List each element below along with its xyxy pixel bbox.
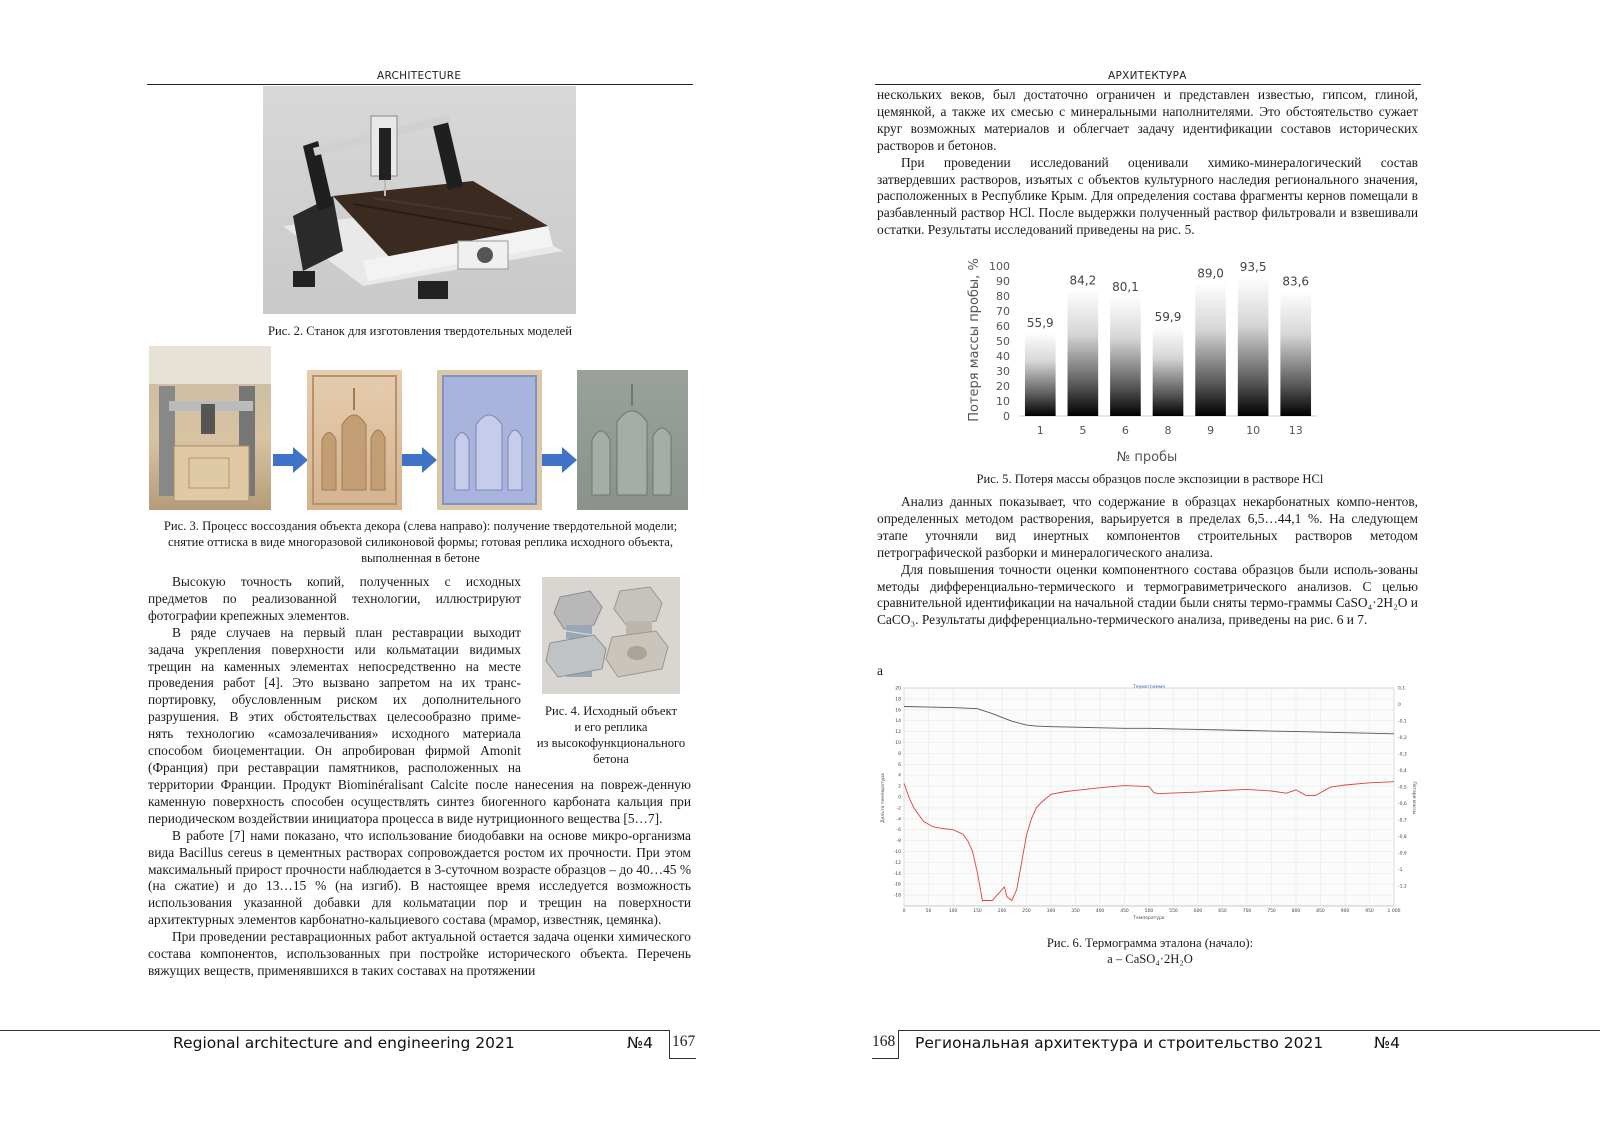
thermo-y-tick-left: 16	[895, 708, 901, 714]
thermo-y-tick-right: 0	[1398, 703, 1401, 708]
wrap-line-4: В ряде случаев на первый план реставрации выходит	[172, 624, 521, 640]
wrap-line-9: разрушения. В этих обстоятельствах целесообразно приме-	[148, 709, 521, 725]
thermo-x-tick: 450	[1120, 909, 1129, 914]
para-restoration: При проведении реставрационных работ актуальной остается задача оценки химического состава компонентов, использованных при постройке исторического объекта. Перечень вяжущих веществ, применявшихся в таких составах на протяжении	[148, 929, 691, 978]
thermo-y-tick-left: 2	[898, 784, 901, 790]
thermo-y-tick-left: -4	[896, 817, 901, 823]
thermo-x-tick: 0	[902, 909, 906, 914]
thermo-y-label-right: Потеря массы	[1411, 781, 1416, 815]
thermo-y-tick-left: -10	[893, 850, 901, 855]
thermo-y-tick-right: -0,3	[1398, 752, 1407, 758]
y-tick-label: 30	[996, 365, 1010, 378]
left-footer-divider	[669, 1030, 670, 1058]
fig4-caption	[528, 703, 694, 767]
wrap-line-12: (Франция) при реставрации памятников, расположенных на	[148, 759, 521, 775]
thermo-y-tick-left: 0	[898, 795, 901, 801]
fig3-arrow-2	[402, 447, 438, 473]
bar-value-label: 80,1	[1112, 279, 1139, 294]
wrap-line-10: нять технологию «самозалечивания» исходного материала	[148, 726, 521, 742]
thermo-x-tick: 600	[1193, 909, 1203, 914]
thermo-y-tick-left: 10	[895, 741, 901, 746]
bar-value-label: 93,5	[1239, 259, 1267, 274]
y-tick-label: 80	[996, 290, 1010, 303]
fig3-silicone-mold-photo	[437, 370, 542, 510]
x-tick-label: 5	[1079, 424, 1087, 437]
thermo-x-tick: 50	[925, 909, 932, 914]
thermo-y-tick-right: 0,1	[1398, 686, 1406, 692]
thermo-y-tick-right: -0,1	[1398, 719, 1407, 725]
bar	[1280, 291, 1311, 416]
fig6-caption-line-2: а – CaSO₄·2H₂O	[1107, 952, 1193, 966]
left-body-text	[148, 777, 691, 980]
fig4-caption-line-4: бетона	[593, 752, 629, 766]
thermo-x-tick: 700	[1242, 909, 1252, 914]
para-thermal-formula: ₄·2H₂O и CaCO₃. Результаты дифференциально-термического анализа, приведены на рис. 6 и 7.	[877, 595, 1418, 628]
right-page	[800, 0, 1600, 1132]
fig3-caption: Рис. 3. Процесс воссоздания объекта декора (слева направо): получение твердотельной модели; снятие оттиска в виде многоразовой силиконовой формы; готовая реплика исходного объекта, выполненная в бетоне	[163, 519, 678, 565]
thermo-x-label: Температура	[1133, 916, 1165, 920]
para-research: При проведении исследований оценивали химико-минералогический состав затвердевших растворов, изъятых с объектов культурного наследия регионального значения, расположенных в Республике Крым. Для определения состава фрагменты кернов помещали в разбавленный раствор HCl. После выдержки полученный раствор фильтровали и взвешивали остатки. Результаты исследований приведены на рис. 5.	[877, 154, 1418, 238]
fig2-caption: Рис. 2. Станок для изготовления твердотельных моделей	[268, 324, 572, 338]
thermo-x-tick: 150	[973, 909, 982, 914]
wrap-line-3: фотографии крепежных элементов.	[148, 607, 350, 623]
left-wrap-text	[148, 574, 521, 777]
right-mid-text	[877, 494, 1418, 629]
fig6-caption	[950, 935, 1350, 967]
thermo-y-tick-right: -1	[1398, 868, 1403, 873]
wrap-line-7: проведения работ [4]. Это вызвано запретом на их транс-	[148, 675, 521, 691]
thermo-y-tick-left: 12	[895, 730, 901, 736]
bar-value-label: 84,2	[1069, 273, 1097, 288]
thermo-y-tick-left: -6	[896, 828, 901, 834]
left-footer-rule	[0, 1030, 670, 1031]
bar	[1068, 290, 1099, 416]
y-tick-label: 20	[996, 380, 1010, 393]
thermo-x-tick: 650	[1218, 909, 1227, 914]
thermo-x-tick: 950	[1365, 909, 1374, 914]
fig6-panel-label: а	[877, 663, 883, 678]
para-bacillus: В работе [7] нами показано, что использование биодобавки на основе микро-организма вида Bacillus cereus в цементных растворах сопровождается ростом их прочности. При этом максимальный прирост прочности наблюдается в 3-суточном возрасте образцов – до 40…45 % (на сжатие) и до 13…15 % (на изгиб). В настоящее время исследуется возможность использования указанной добавки для кольматации пор и трещин на поверхности архитектурных элементов карбонатно-кальциевого состава (мрамор, известняк, цемянка).	[148, 827, 691, 928]
x-tick-label: 1	[1036, 424, 1044, 437]
thermo-y-tick-right: -0,2	[1398, 736, 1407, 741]
para-thermal-text: Для повышения точности оценки компонентного состава образцов были исполь-зованы методы дифференциально-термического и термогравиметрического анализов. С целью сравнительной идентификации на начальной стадии были сняты термо-граммы CaSO	[877, 561, 1418, 611]
bar	[1238, 276, 1269, 416]
right-footer-issue: №4	[1374, 1034, 1400, 1052]
y-tick-label: 40	[996, 350, 1010, 363]
right-footer-divider	[898, 1030, 899, 1058]
thermo-x-tick: 850	[1316, 909, 1325, 914]
fig6-thermogram-chart	[870, 680, 1420, 920]
thermo-y-tick-left: 6	[898, 762, 901, 768]
y-tick-label: 90	[996, 275, 1010, 288]
fig3-wood-model-photo	[307, 370, 402, 510]
thermo-title: Термограмма	[1132, 685, 1166, 690]
fig4-caption-line-2: и его реплика	[574, 720, 648, 734]
thermo-y-tick-right: -0,7	[1398, 818, 1407, 824]
fig5-caption: Рис. 5. Потеря массы образцов после экспозиции в растворе HCl	[976, 472, 1324, 486]
wrap-line-11: способом биоцементации. Он апробирован фирмой Amonit	[148, 743, 521, 759]
thermo-y-tick-left: 8	[898, 751, 901, 757]
left-page-number: 167	[672, 1033, 696, 1050]
thermo-x-tick: 800	[1291, 909, 1301, 914]
bar	[1195, 283, 1226, 417]
thermo-y-tick-right: -0,5	[1398, 785, 1407, 791]
thermo-y-tick-right: -0,9	[1398, 851, 1407, 857]
fig5-x-axis-label: № пробы	[1116, 450, 1178, 465]
right-top-text	[877, 87, 1418, 239]
thermo-y-tick-left: -18	[893, 893, 901, 899]
left-footer-journal-title: Regional architecture and engineering 2021	[173, 1034, 515, 1052]
fig3-arrow-1	[273, 447, 309, 473]
wrap-line-5: задача укрепления поверхности или кольматации видимых	[148, 641, 521, 657]
fig3-workshop-photo	[149, 346, 271, 510]
fig3-concrete-replica-photo	[577, 370, 688, 510]
bar	[1110, 296, 1141, 416]
thermo-x-tick: 400	[1095, 909, 1105, 914]
thermo-x-tick: 350	[1071, 909, 1080, 914]
bar	[1025, 332, 1056, 416]
thermo-y-tick-left: -12	[893, 860, 901, 866]
fig4-caption-line-1: Рис. 4. Исходный объект	[545, 704, 677, 718]
y-tick-label: 0	[1003, 410, 1010, 423]
y-tick-label: 10	[996, 395, 1010, 408]
y-tick-label: 70	[996, 305, 1010, 318]
thermo-x-tick: 550	[1169, 909, 1178, 914]
left-header-rule	[147, 84, 693, 85]
thermo-y-tick-right: -0,4	[1398, 769, 1407, 774]
y-tick-label: 60	[996, 320, 1010, 333]
x-tick-label: 13	[1288, 424, 1303, 437]
left-footer-issue: №4	[627, 1034, 653, 1052]
x-tick-label: 9	[1207, 424, 1215, 437]
thermo-y-tick-left: 4	[898, 773, 901, 779]
x-tick-label: 6	[1121, 424, 1129, 437]
thermo-y-tick-left: 14	[895, 719, 901, 725]
wrap-line-8: портировку, обусловленным риском их дополнительного	[148, 692, 521, 708]
para-thermal	[877, 562, 1418, 630]
bar-value-label: 55,9	[1026, 316, 1054, 331]
thermo-x-tick: 900	[1340, 909, 1350, 914]
thermo-x-tick: 200	[997, 909, 1007, 914]
fig2-cnc-machine-photo	[263, 86, 576, 314]
fig4-caption-line-3: из высокофункционального	[536, 736, 686, 750]
thermo-x-tick: 100	[948, 909, 958, 914]
thermo-x-tick: 250	[1022, 909, 1031, 914]
wrap-line-2: предметов по реализованной технологии, иллюстрируют	[148, 590, 521, 606]
right-footer-rule-1	[872, 1058, 899, 1059]
thermo-y-tick-right: -0,6	[1398, 802, 1407, 807]
thermo-y-tick-right: -1,1	[1398, 884, 1407, 890]
fig3-arrow-3	[542, 447, 578, 473]
thermo-y-tick-right: -0,8	[1398, 835, 1407, 840]
x-tick-label: 10	[1246, 424, 1261, 437]
thermo-x-tick: 500	[1144, 909, 1154, 914]
para-analysis: Анализ данных показывает, что содержание в образцах некарбонатных компо-нентов, определенных методом растворения, варьируется в пределах 6,5…44,1 %. На следующем этапе уточняли вид инертных компонентов строительных растворов методом петрографической разборки и минералогического анализа.	[877, 494, 1418, 560]
thermo-y-tick-left: 20	[895, 686, 901, 692]
wrap-line-1: Высокую точность копий, полученных с исходных	[172, 574, 521, 589]
thermo-y-tick-left: -8	[896, 839, 901, 845]
thermo-y-tick-left: -2	[896, 806, 901, 812]
thermo-y-tick-left: -16	[893, 882, 901, 888]
wrap-line-6: трещин на каменных элементах непосредственно на месте	[148, 658, 521, 674]
right-page-number: 168	[872, 1033, 896, 1050]
para-binders-cont: нескольких веков, был достаточно ограничен и представлен известью, гипсом, глиной, цемянкой, а также их смесью с минеральными наполнителями. Это обстоятельство сужает круг возможных материалов и облегчает задачу идентификации составов исторических растворов и бетонов.	[877, 87, 1418, 153]
right-footer-journal-title: Региональная архитектура и строительство 2021	[915, 1034, 1324, 1052]
y-tick-label: 100	[989, 260, 1010, 273]
x-tick-label: 8	[1164, 424, 1172, 437]
right-header-rule	[875, 84, 1421, 85]
thermo-x-tick: 300	[1046, 909, 1056, 914]
thermo-x-tick: 750	[1267, 909, 1276, 914]
fig5-bar-chart	[957, 254, 1327, 468]
left-footer-rule-2	[669, 1058, 696, 1059]
thermo-x-tick: 1 000	[1387, 909, 1401, 914]
left-running-header: ARCHITECTURE	[377, 70, 462, 82]
thermo-y-tick-left: 18	[895, 697, 901, 703]
right-footer-rule	[898, 1030, 1600, 1031]
fig5-y-axis-label: Потеря массы пробы, %	[967, 258, 982, 422]
bar-value-label: 89,0	[1197, 266, 1224, 281]
bar-value-label: 83,6	[1282, 274, 1310, 289]
thermo-y-label-left: Дельта температура	[881, 773, 886, 823]
right-running-header: АРХИТЕКТУРА	[1108, 70, 1187, 82]
y-tick-label: 50	[996, 335, 1010, 348]
fig4-bolts-photo	[542, 577, 680, 694]
bar-value-label: 59,9	[1154, 310, 1182, 325]
bar	[1153, 326, 1184, 416]
thermo-y-tick-left: -14	[893, 871, 901, 877]
para-biomineralisant: территории Франции. Продукт Biominéralisant Calcite после нанесения на повреж-денную каменную поверхность способен осуществлять синтез биогенного карбоната кальция при периодическом воздействии инициатора процесса в виде нутриционного вещества [5…7].	[148, 777, 691, 826]
fig6-caption-line-1: Рис. 6. Термограмма эталона (начало):	[1046, 936, 1254, 950]
